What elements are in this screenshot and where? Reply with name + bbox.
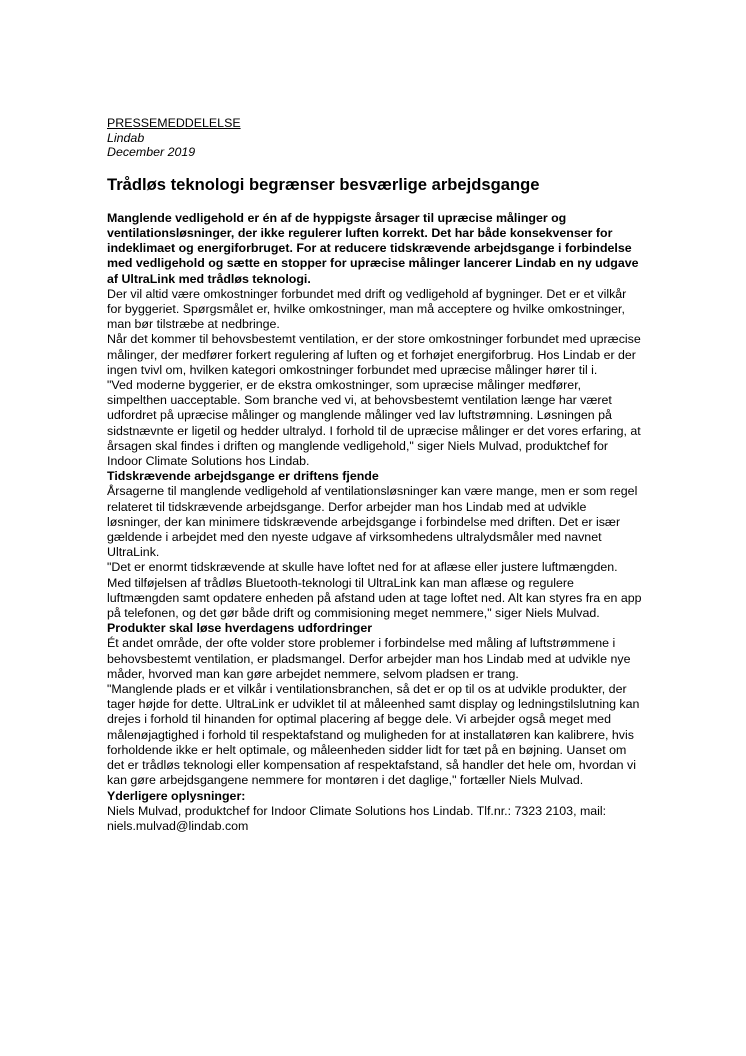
- header-block: [107, 116, 643, 160]
- contact-info: Niels Mulvad, produktchef for Indoor Climate Solutions hos Lindab. Tlf.nr.: 7323 2103, mail: niels.mulvad@lindab.com: [107, 803, 607, 833]
- press-release-page: [107, 116, 643, 834]
- body-paragraph-2: Når det kommer til behovsbestemt ventilation, er der store omkostninger forbundet med upræcise målinger, der medfører forkert regulering af luften og et forhøjet energiforbrug. Hos Lindab er der ingen tvivl om, hvilken kategori omkostninger forbundet med upræcise målinger hører til i.: [107, 332, 641, 377]
- lead-paragraph: Manglende vedligehold er én af de hyppigste årsager til upræcise målinger og ventilationsløsninger, der ikke regulerer luften korrekt. Det har både konsekvenser for indeklimaet og energiforbruget. For at reducere tidskrævende arbejdsgange i forbindelse med vedligehold og sætte en stopper for upræcise målinger lancerer Lindab en ny udgave af UltraLink med trådløs teknologi.: [107, 210, 639, 286]
- section-1-text: Årsagerne til manglende vedligehold af ventilationsløsninger kan være mange, men er som regel relateret til tidskrævende arbejdsgange. Derfor arbejder man hos Lindab med at udvikle løsninger, der kan minimere tidskrævende arbejdsgange i forbindelse med driften. Det er især gældende i arbejdet med den nyeste udgave af virksomhedens ultralydsmåler med navnet UltraLink.: [107, 484, 638, 560]
- section-heading-1: Tidskrævende arbejdsgange er driftens fjende: [107, 469, 379, 484]
- section-heading-2: Produkter skal løse hverdagens udfordringer: [107, 621, 373, 636]
- contact-heading: Yderligere oplysninger:: [107, 788, 246, 803]
- section-1-quote: "Det er enormt tidskrævende at skulle have loftet ned for at aflæse eller justere luftmængden. Med tilføjelsen af trådløs Bluetooth-teknologi til UltraLink kan man aflæse og regulere luftmængden samt opdatere enheden på afstand uden at tage loftet ned. Alt kan styres fra en app på telefonen, og det gør både drift og commisioning meget nemmere," siger Niels Mulvad.: [107, 560, 642, 621]
- section-2-quote: "Manglende plads er et vilkår i ventilationsbranchen, så det er op til os at udvikle produkter, der tager højde for dette. UltraLink er udviklet til at måleenhed samt display og ledningstilslutning kan drejes i forhold til hinanden for optimal placering af begge dele. Vi arbejder også meget med målenøjagtighed i forhold til respektafstand og muligheden for at installatøren kan kalibrere, hvis forholdende ikke er helt optimale, og måleenheden sidder lidt for tæt på en bøjning. Uanset om det er trådløs teknologi eller kompensation af respektafstand, så handler det hele om, hvordan vi kan gøre arbejdsgangene nemmere for montøren i det daglige," fortæller Niels Mulvad.: [107, 682, 640, 788]
- body-paragraph-1: Der vil altid være omkostninger forbundet med drift og vedligehold af bygninger. Det er et vilkår for byggeriet. Spørgsmålet er, hvilke omkostninger, man må acceptere og hvilke omkostninger, man bør tilstræbe at nedbringe.: [107, 286, 627, 332]
- company-name: Lindab: [107, 130, 145, 145]
- page-title: Trådløs teknologi begrænser besværlige arbejdsgange: [107, 174, 540, 194]
- section-2-text: Ét andet område, der ofte volder store problemer i forbindelse med måling af luftstrømmene i behovsbestemt ventilation, er pladsmangel. Derfor arbejder man hos Lindab med at udvikle nye måder, hvorved man kan gøre arbejdet nemmere, selvom pladsen er trang.: [107, 636, 631, 681]
- press-release-label: PRESSEMEDDELELSE: [107, 116, 241, 130]
- body-paragraph-3: "Ved moderne byggerier, er de ekstra omkostninger, som upræcise målinger medfører, simpelthen uacceptable. Som branche ved vi, at behovsbestemt ventilation længe har været udfordret på upræcise målinger og manglende målinger ved lav luftstrømning. Løsningen på sidstnævnte er ligetil og hedder ultralyd. I forhold til de upræcise målinger er det vores erfaring, at årsagen skal findes i driften og manglende vedligehold," siger Niels Mulvad, produktchef for Indoor Climate Solutions hos Lindab.: [107, 378, 641, 469]
- release-date: December 2019: [107, 145, 196, 160]
